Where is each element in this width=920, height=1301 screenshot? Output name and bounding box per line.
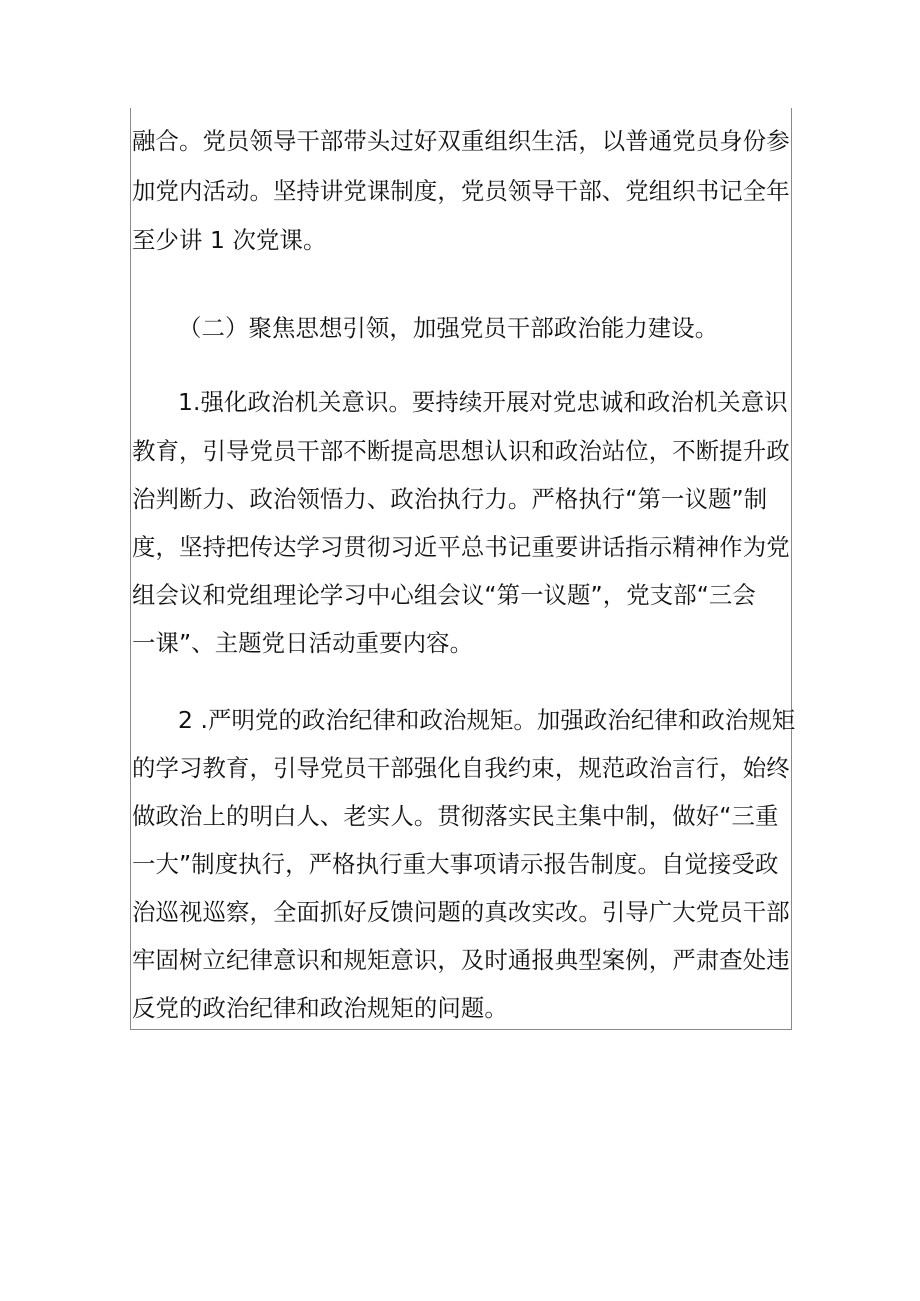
item-line: 一课”、主题党日活动重要内容。: [132, 629, 474, 657]
item-line: 的学习教育，引导党员干部强化自我约束，规范政治言行，始终: [132, 754, 790, 782]
paragraph-line: 至少讲 1 次党课。: [132, 226, 327, 254]
paragraph-line: 融合。党员领导干部带头过好双重组织生活，以普通党员身份参: [132, 127, 790, 155]
item-line: 教育，引导党员干部不断提高思想认识和政治站位，不断提升政: [132, 437, 790, 465]
item-line: 1.强化政治机关意识。要持续开展对党忠诚和政治机关意识: [178, 388, 788, 416]
item-line: 做政治上的明白人、老实人。贯彻落实民主集中制，做好“三重: [132, 802, 779, 830]
item-line: 反党的政治纪律和政治规矩的问题。: [132, 994, 508, 1022]
item-line: 治巡视巡察，全面抓好反馈问题的真改实改。引导广大党员干部: [132, 898, 790, 926]
item-line: 一大”制度执行，严格执行重大事项请示报告制度。自觉接受政: [132, 850, 779, 878]
item-line: 度，坚持把传达学习贯彻习近平总书记重要讲话指示精神作为党: [132, 533, 790, 561]
section-heading: （二）聚焦思想引领，加强党员干部政治能力建设。: [178, 314, 719, 342]
item-line: 组会议和党组理论学习中心组会议“第一议题”，党支部“三会: [132, 581, 756, 609]
item-line: 牢固树立纪律意识和规矩意识，及时通报典型案例，严肃查处违: [132, 946, 790, 974]
paragraph-line: 加党内活动。坚持讲党课制度，党员领导干部、党组织书记全年: [132, 177, 790, 205]
item-line: 治判断力、政治领悟力、政治执行力。严格执行“第一议题”制: [132, 485, 768, 513]
item-line: 2 .严明党的政治纪律和政治规矩。加强政治纪律和政治规矩: [178, 706, 796, 734]
